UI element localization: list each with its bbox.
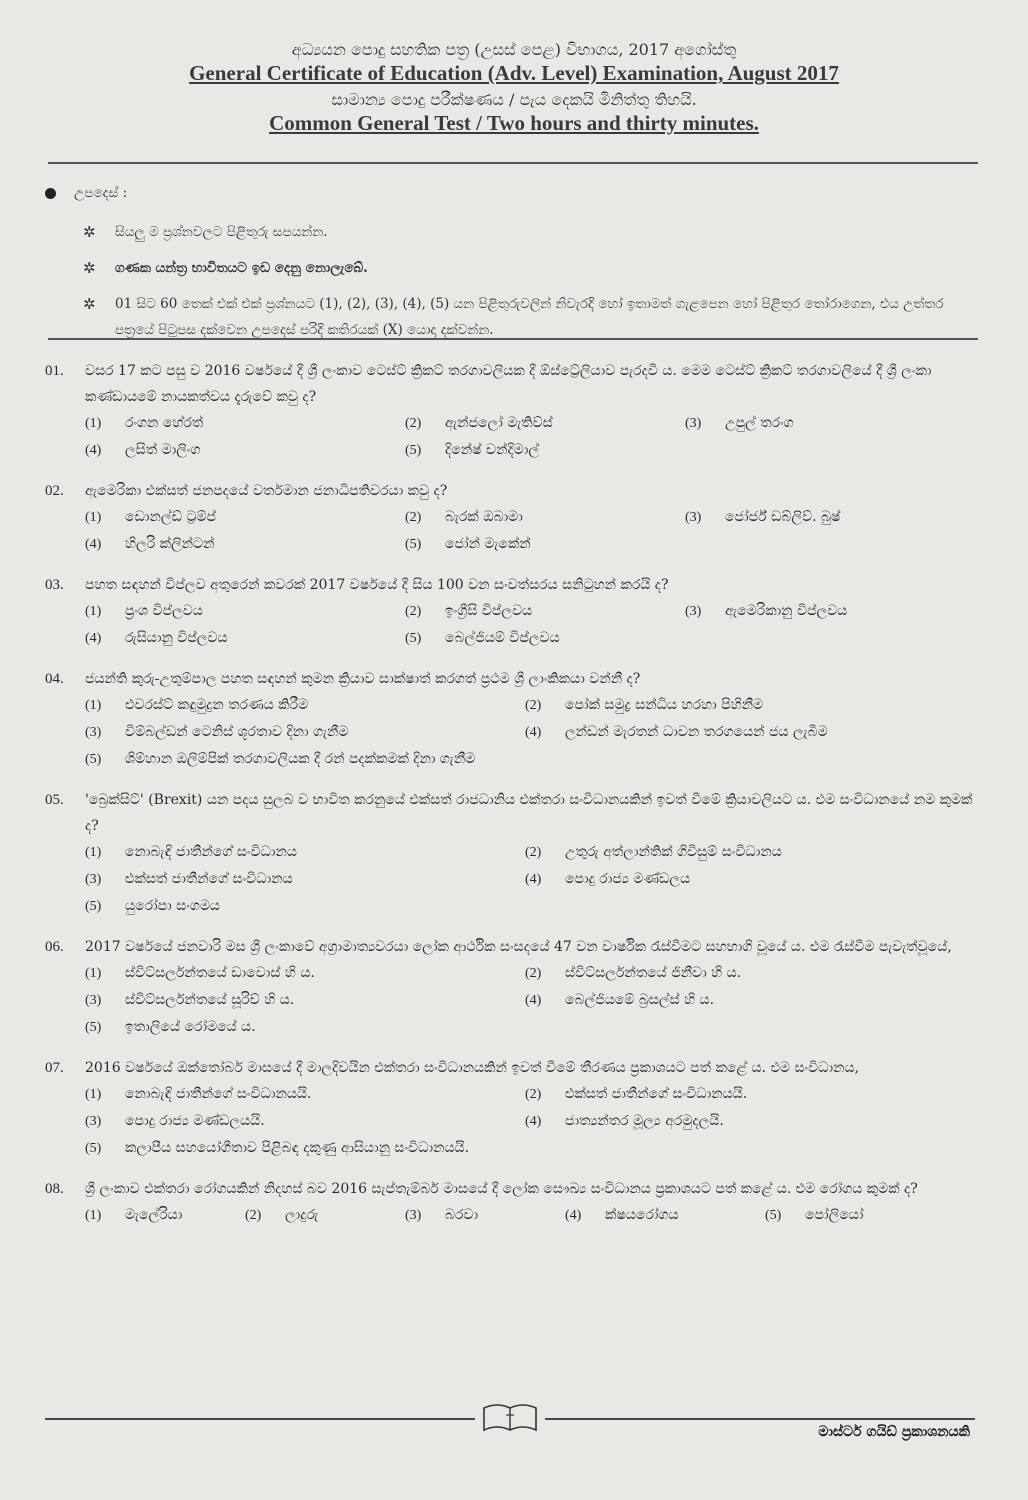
option[interactable] <box>405 1202 565 1229</box>
option-number: (4) <box>525 993 542 1008</box>
option-number: (1) <box>85 966 102 981</box>
option-number: (2) <box>405 416 422 431</box>
option-number: (2) <box>525 845 542 860</box>
option-number: (5) <box>85 899 102 914</box>
instructions-divider <box>48 338 978 340</box>
option-number: (2) <box>525 1087 542 1102</box>
option[interactable] <box>85 531 405 558</box>
option-number: (2) <box>245 1208 262 1223</box>
option-text: ශිම්හාන ඔලිම්පික් තරගාවලියක දී රන් පදක්කමක් දිනා ගැනීම <box>125 751 476 767</box>
option-number: (4) <box>85 537 102 552</box>
question-number: 06. <box>45 939 64 955</box>
question-text: ජයන්ති කුරු-උතුම්පාල පහත සඳහන් කුමන ක්‍රියාව සාක්ෂාත් කරගත් ප්‍රථම ශ්‍රී ලාංකිකයා වන්නී ද? <box>85 671 641 687</box>
option[interactable] <box>85 1108 525 1135</box>
option-number: (4) <box>525 1114 542 1129</box>
option[interactable] <box>405 410 685 437</box>
option-number: (1) <box>85 510 102 525</box>
instruction-item <box>83 291 980 343</box>
option-text: ස්විට්සර්ලන්තයේ ඩාවොස් හි ය. <box>125 965 315 981</box>
option-list <box>85 598 980 652</box>
option-list <box>85 692 980 773</box>
option-text: බැරක් ඔබාමා <box>445 509 523 525</box>
option-number: (2) <box>405 510 422 525</box>
question-number: 01. <box>45 363 64 379</box>
question-number: 08. <box>45 1181 64 1197</box>
option-text: ස්විට්සර්ලන්තයේ සූරිච් හි ය. <box>125 992 295 1008</box>
option[interactable] <box>85 960 525 987</box>
option-number: (4) <box>525 725 542 740</box>
option[interactable] <box>525 719 985 746</box>
option[interactable] <box>405 598 685 625</box>
option-number: (4) <box>85 443 102 458</box>
option-number: (1) <box>85 698 102 713</box>
option-number: (3) <box>85 725 102 740</box>
option-text: ක්ෂයරෝගය <box>605 1207 679 1223</box>
option[interactable] <box>85 692 525 719</box>
option[interactable] <box>85 987 525 1014</box>
option-number: (5) <box>765 1208 782 1223</box>
option-number: (3) <box>685 510 702 525</box>
option-number: (5) <box>85 1141 102 1156</box>
option[interactable] <box>85 1135 985 1162</box>
option-text: බෙල්ජියමේ බ්‍රසල්ස් හි ය. <box>565 992 715 1008</box>
header-english-title: General Certificate of Education (Adv. Level) Examination, August 2017 <box>189 61 839 85</box>
option-number: (5) <box>85 752 102 767</box>
question-07 <box>45 1055 980 1162</box>
instructions <box>45 185 980 353</box>
question-text: ශ්‍රී ලංකාව එක්තරා රෝගයකින් නිදහස් බව 2016 සැප්තැම්බර් මාසයේ දී ලෝක සෞඛ්‍ය සංවිධානය ප්‍රකාශයට පත් කළේ ය. එම රෝගය කුමක් ද? <box>85 1181 918 1197</box>
option-number: (3) <box>85 872 102 887</box>
option[interactable] <box>525 1108 985 1135</box>
option-list <box>85 960 980 1041</box>
option-text: නොබැඳි ජාතීන්ගේ සංවිධානය <box>125 844 297 860</box>
option-text: බෙල්ජියම් විප්ලවය <box>445 630 560 646</box>
option[interactable] <box>85 1081 525 1108</box>
open-book-icon <box>480 1400 540 1434</box>
question-text: පහත සඳහන් විප්ලව අතුරෙන් කවරක් 2017 වර්ෂයේ දී සිය 100 වන සංවත්සරය සනිටුහන් කරයි ද? <box>85 577 669 593</box>
option[interactable] <box>245 1202 405 1229</box>
option-list <box>85 1202 980 1229</box>
question-number: 05. <box>45 792 64 808</box>
question-06 <box>45 934 980 1041</box>
option-list <box>85 410 980 464</box>
question-08 <box>45 1176 980 1229</box>
option[interactable] <box>85 719 525 746</box>
option-number: (2) <box>405 604 422 619</box>
option-text: ලසිත් මාලිංග <box>125 442 201 458</box>
question-02 <box>45 478 980 558</box>
option[interactable] <box>405 504 685 531</box>
question-number: 04. <box>45 671 64 687</box>
option[interactable] <box>565 1202 765 1229</box>
instruction-text: 01 සිට 60 තෙක් එක් එක් ප්‍රශ්නයට (1), (2), (3), (4), (5) යන පිළිතුරුවලින් නිවැරදි හෝ ඉතාමත් ගැළපෙන හෝ පිළිතුර තෝරාගෙන, එය උත්තර පත්‍රයේ පිටුපස දක්වෙන උපදෙස් පරිදි කතිරයක් (X) යොදා දක්වන්න. <box>115 296 944 338</box>
option-text: ලන්ඩන් මැරතන් ධාවන තරගයෙන් ජය ලැබීම <box>565 724 828 740</box>
option[interactable] <box>525 960 985 987</box>
option-text: පොදු රාජ්‍ය මණ්ඩලය <box>565 871 691 887</box>
question-05 <box>45 787 980 920</box>
option-number: (2) <box>525 966 542 981</box>
option[interactable] <box>685 410 985 437</box>
option-text: ජෝන් මැකේන් <box>445 536 531 552</box>
option[interactable] <box>525 692 985 719</box>
option[interactable] <box>525 866 985 893</box>
option-text: විම්බල්ඩන් ටෙනිස් ශූරතාව දිනා ගැනීම <box>125 724 349 740</box>
option-number: (3) <box>405 1208 422 1223</box>
option-number: (3) <box>685 604 702 619</box>
option[interactable] <box>405 531 685 558</box>
footer-rule-right <box>545 1418 975 1420</box>
instruction-text: සියලු ම ප්‍රශ්නවලට පිළිතුරු සපයන්න. <box>115 224 328 240</box>
option-text: යුරෝපා සංගමය <box>125 898 220 914</box>
option[interactable] <box>85 866 525 893</box>
option[interactable] <box>85 504 405 531</box>
option-number: (1) <box>85 416 102 431</box>
option[interactable] <box>85 598 405 625</box>
option-text: ඇමෙරිකානු විප්ලවය <box>725 603 848 619</box>
question-number: 07. <box>45 1060 64 1076</box>
option[interactable] <box>85 893 525 920</box>
option-text: ජාත්‍යන්තර මූල්‍ය අරමුදලයි. <box>565 1113 724 1129</box>
question-04 <box>45 666 980 773</box>
option-text: ලාදුරු <box>285 1207 319 1223</box>
option-number: (1) <box>85 1087 102 1102</box>
option[interactable] <box>765 1202 965 1229</box>
question-text: 2016 වර්ෂයේ ඔක්තෝබර් මාසයේ දී මාලදිවයින එක්තරා සංවිධානයකින් ඉවත් වීමේ තීරණය ප්‍රකාශයට පත් කළේ ය. එම සංවිධානය, <box>85 1060 859 1076</box>
option[interactable] <box>685 504 985 531</box>
instruction-text: ගණක යන්ත්‍ර භාවිතයට ඉඩ දෙනු නොලැබේ. <box>115 260 368 276</box>
option-text: ජෝර්ජ් ඩබ්ලිව්. බුෂ් <box>725 509 841 525</box>
question-number: 03. <box>45 577 64 593</box>
option[interactable] <box>405 437 685 464</box>
option-text: එවරස්ට් කඳුමුදුන තරණය කිරීම <box>125 697 309 713</box>
option-text: උතුරු අත්ලාන්තික් ගිවිසුම් සංවිධානය <box>565 844 782 860</box>
option[interactable] <box>525 839 985 866</box>
option[interactable] <box>525 987 985 1014</box>
option[interactable] <box>85 410 405 437</box>
option-number: (4) <box>525 872 542 887</box>
instruction-item <box>83 219 980 245</box>
header-sinhala-title: අධ්‍යයන පොදු සහතික පත්‍ර (උසස් පෙළ) විභාගය, 2017 අගෝස්තු <box>291 40 737 59</box>
question-text: වසර 17 කට පසු ව 2016 වර්ෂයේ දී ශ්‍රී ලංකාව ටෙස්ට් ක්‍රිකට් තරගාවලියක දී ඕස්ට්‍රේලියාව පැරදවී ය. මෙම ටෙස්ට් ක්‍රිකට් තරගාවලියේ දී ශ්‍රී ලංකා කණ්ඩායමේ නායකත්වය දැරුවේ කවු ද? <box>85 363 932 405</box>
option-number: (4) <box>85 631 102 646</box>
option-text: නොබැඳි ජාතීන්ගේ සංවිධානයයි. <box>125 1086 312 1102</box>
header-sinhala-subtitle: සාමාන්‍ය පොදු පරීක්ෂණය / පැය දෙකයි මිනිත්තු තිහයි. <box>331 90 697 109</box>
instructions-title: උපදෙස් : <box>74 185 128 201</box>
header-english-subtitle: Common General Test / Two hours and thirty minutes. <box>269 111 759 135</box>
option-text: ප්‍රංශ විප්ලවය <box>125 603 203 619</box>
option-text: එක්සත් ජාතීන්ගේ සංවිධානයයි. <box>565 1086 748 1102</box>
question-text: 'බ්‍රෙක්සිට්' (Brexit) යන පදය සුලබ ව භාවිත කරනුයේ එක්සත් රාජධානිය එක්තරා සංවිධානයකින් ඉවත් වීමේ ක්‍රියාවලියට ය. එම සංවිධානයේ නම කුමක් ද? <box>85 792 973 834</box>
option[interactable] <box>85 1202 245 1229</box>
option-text: ස්විට්සර්ලන්තයේ ජිනීවා හි ය. <box>565 965 742 981</box>
option-number: (5) <box>85 1020 102 1035</box>
option-text: ඉංග්‍රීසි විප්ලවය <box>445 603 533 619</box>
exam-header <box>0 40 1028 136</box>
option[interactable] <box>85 839 525 866</box>
option[interactable] <box>85 1014 525 1041</box>
question-03 <box>45 572 980 652</box>
header-divider <box>48 162 978 164</box>
option-text: රංගන හේරත් <box>125 415 204 431</box>
option-number: (2) <box>525 698 542 713</box>
option[interactable] <box>685 598 985 625</box>
option-number: (3) <box>85 993 102 1008</box>
option-text: බරවා <box>445 1207 479 1223</box>
option-text: ඉතාලියේ රෝමයේ ය. <box>125 1019 256 1035</box>
option-text: හිලරි ක්ලින්ටන් <box>125 536 215 552</box>
option-list <box>85 1081 980 1162</box>
question-list <box>45 358 980 1243</box>
option-text: දිනේෂ් චන්දිමාල් <box>445 442 540 458</box>
option-number: (3) <box>685 416 702 431</box>
asterisk-icon: ✲ <box>83 259 96 277</box>
footer-rule-left <box>45 1418 475 1420</box>
option-number: (3) <box>85 1114 102 1129</box>
instruction-item <box>83 255 980 281</box>
option-text: පෝලියෝ <box>805 1207 864 1223</box>
question-01 <box>45 358 980 464</box>
option-list <box>85 504 980 558</box>
option-number: (1) <box>85 1208 102 1223</box>
option-text: පෝක් සමුද්‍ර සන්ධිය හරහා පිහිනීම <box>565 697 764 713</box>
option-number: (1) <box>85 604 102 619</box>
option-text: ඩොනල්ඩ් ට්‍රම්ප් <box>125 509 216 525</box>
option[interactable] <box>405 625 685 652</box>
question-text: ඇමෙරිකා එක්සත් ජනපදයේ වර්තමාන ජනාධිපතිවරයා කවු ද? <box>85 483 448 499</box>
option-text: මැලේරියා <box>125 1207 183 1223</box>
bullet-icon <box>45 188 56 199</box>
option-number: (5) <box>405 631 422 646</box>
option-text: රුසියානු විප්ලවය <box>125 630 228 646</box>
option-text: ඇන්ජලෝ මැතිව්ස් <box>445 415 553 431</box>
option[interactable] <box>525 1081 985 1108</box>
option-text: එක්සත් ජාතීන්ගේ සංවිධානය <box>125 871 293 887</box>
option-number: (5) <box>405 443 422 458</box>
question-number: 02. <box>45 483 64 499</box>
option-text: කලාපීය සහයෝගීතාව පිළිබඳ දකුණු ආසියානු සංවිධානයයි. <box>125 1140 470 1156</box>
option-list <box>85 839 980 920</box>
option-text: පොදු රාජ්‍ය මණ්ඩලයයි. <box>125 1113 265 1129</box>
option-number: (5) <box>405 537 422 552</box>
asterisk-icon: ✲ <box>83 295 96 313</box>
publisher-label: මාස්ටර් ගයිඩ් ප්‍රකාශනයකි <box>818 1424 970 1440</box>
question-text: 2017 වර්ෂයේ ජනවාරි මස ශ්‍රී ලංකාවේ අග්‍රාමාත්‍යවරයා ලෝක ආර්ථික සංසදයේ 47 වන වාර්ෂික රැස්වීමට සහභාගි වූයේ ය. එම රැස්වීම පැවැත්වූයේ, <box>85 939 952 955</box>
option[interactable] <box>85 746 985 773</box>
option-number: (4) <box>565 1208 582 1223</box>
instructions-heading <box>45 185 980 201</box>
option-number: (1) <box>85 845 102 860</box>
option[interactable] <box>85 625 405 652</box>
asterisk-icon: ✲ <box>83 223 96 241</box>
option[interactable] <box>85 437 405 464</box>
option-text: උපුල් තරංග <box>725 415 794 431</box>
